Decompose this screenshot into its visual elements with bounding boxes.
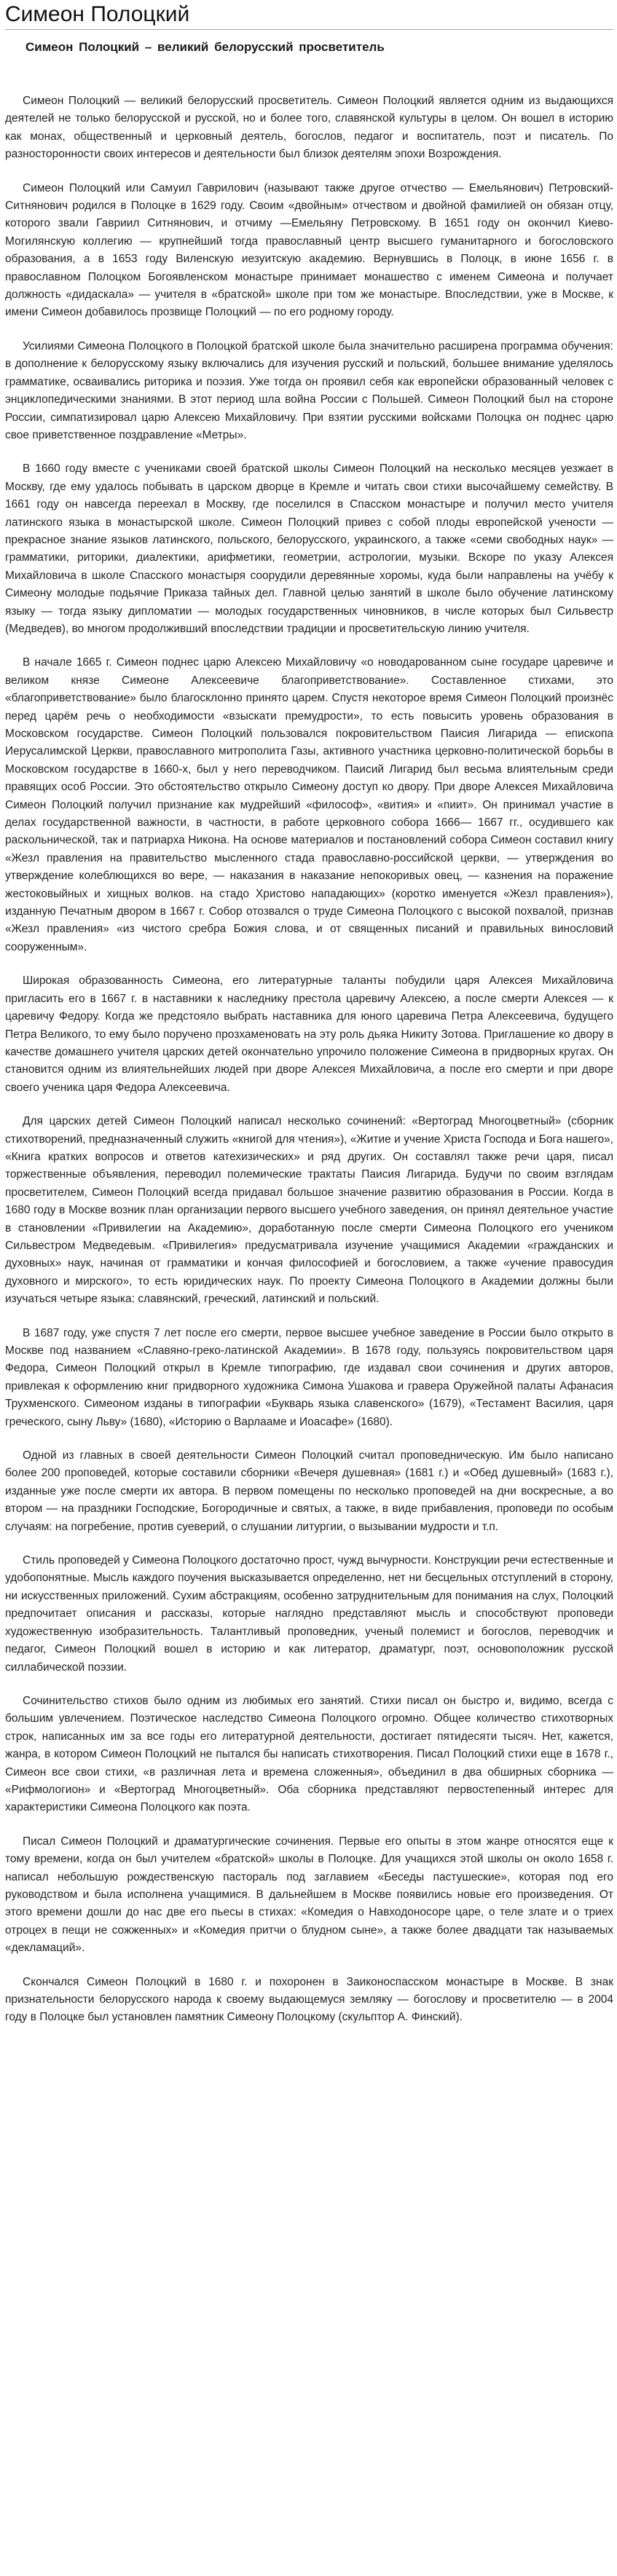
paragraph-poetry: Сочинительство стихов было одним из любимых его занятий. Стихи писал он быстро и, видимо, всегда с большим увлечением. Поэтическое наследство Симеона Полоцкого огромно. Общее количество стихотворных строк, написанных им за все годы его литературной деятельности, достигает пятидесяти тысяч. Нет, кажется, жанра, в котором Симеон Полоцкий не пытался бы написать стихотворения. Писал Полоцкий стихи еще в 1678 г., Симеон все свои стихи, «в различная лета и времена сложенныя», объединил в два обширных сборника — «Рифмологион» и «Вертоград Многоцветный». Оба сборника представляют первостепенный интерес для характеристики Симеона Полоцкого как поэта. [5, 1694, 613, 1814]
paragraph-sermon-style: Стиль проповедей у Симеона Полоцкого достаточно прост, чужд вычурности. Конструкции речи естественные и удобопонятные. Мысль каждого поучения высказывается определенно, нет ни бесцельных отступлений в сторону, ни искусственных приложений. Сухим абстракциям, особенно затруднительным для понимания на слух, Полоцкий предпочитает описания и рассказы, которые наглядно представляют мысль и способствуют проповеди художественную изобразительность. Талантливый проповедник, ученый полемист и богослов, переводчик и педагог, Симеон Полоцкий вошел в историю и как литератор, драматург, поэт, основоположник русской силлабической поэзии. [5, 1554, 613, 1674]
article-body [5, 92, 613, 2027]
paragraph-polotsk-school: Усилиями Симеона Полоцкого в Полоцкой братской школе была значительно расширена программа обучения: в дополнение к белорусскому языку включались для изучения русский и польский, большее внимание уделялось грамматике, осваивались риторика и поэзия. Уже тогда он проявил себя как европейски образованный человек с энциклопедическими знаниями. В этот период шла война России с Польшей. Симеон Полоцкий был на стороне России, симпатизировал царю Алексею Михайловичу. При взятии русскими войсками Полоцка он поднес царю свое приветственное поздравление «Метры». [5, 339, 613, 441]
paragraph-writings-for-children: Для царских детей Симеон Полоцкий написал несколько сочинений: «Вертоград Многоцветный» (сборник стихотворений, предназначенный служить «книгой для чтения»), «Житие и учение Христа Господа и Бога нашего», «Книга кратких вопросов и ответов катехизических» и ряд других. Он составлял также речи царя, писал торжественные объявления, переводил полемические трактаты Паисия Лигарида. Будучи по своим взглядам просветителем, Симеон Полоцкий всегда придавал большое значение развитию образования в России. Когда в 1680 году в Москве возник план организации первого высшего учебного заведения, он принял деятельное участие в становлении «Привилегии на Академию», доработанную после смерти Симеона Полоцкого его учеником Сильвестром Медведевым. «Привилегия» предусматривала изучение учащимися Академии «гражданских и духовных» наук, начиная от грамматики и кончая философией и богословием, а также «учение правосудия духовного и мирского», то есть юридических наук. По проекту Симеона Полоцкого в Академии должны были изучаться четыре языка: славянский, греческий, латинский и польский. [5, 1115, 613, 1306]
paragraph-biography: Симеон Полоцкий или Самуил Гаврилович (называют также другое отчество — Емельянович) Петровский-Ситнянович родился в Полоцке в 1629 году. Своим «двойным» отчеством и двойной фамилией он обязан отцу, которого звали Гавриил Ситнянович, и отчиму —Емельяну Петровскому. В 1651 году он окончил Киево-Могилянскую коллегию — крупнейший тогда православный центр высшего гуманитарного и богословского образования, а в 1653 году Виленскую иезуитскую академию. Вернувшись в Полоцк, в июне 1656 г. в православном Полоцком Богоявленском монастыре принимает монашество с именем Симеона и получает должность «дидаскала» — учителя в «братской» школе при том же монастыре. Впоследствии, уже в Москве, к имени Симеон добавилось прозвище Полоцкий — по его родному городу. [5, 181, 613, 319]
paragraph-intro: Симеон Полоцкий — великий белорусский просветитель. Симеон Полоцкий является одним из выдающихся деятелей не только белорусской и русской, но и более того, славянской культуры в целом. Он вошел в историю как монах, общественный и церковный деятель, богослов, педагог и воспитатель, поэт и писатель. По разносторонности своих интересов и деятельности был близок деятелям эпохи Возрождения. [5, 95, 613, 161]
paragraph-death-memorial: Скончался Симеон Полоцкий в 1680 г. и похоронен в Заиконоспасском монастыре в Москве. В знак признательности белорусского народа к своему выдающемуся земляку — богослову и просветителю — в 2004 году в Полоцке был установлен памятник Симеону Полоцкому (скульптор А. Финский). [5, 1975, 613, 2024]
paragraph-sermons: Одной из главных в своей деятельности Симеон Полоцкий считал проповедническую. Им было написано более 200 проповедей, которые составили сборники «Вечеря душевная» (1681 г.) и «Обед душевный» (1683 г.), изданные уже после смерти их автора. В первом помещены по несколько проповедей на дни воскресные, а во втором — на праздники Господские, Богородичные и святых, а также, в виде прибавления, проповеди по особым случаям: на погребение, против суеверий, о слушании литургии, о вызывании мудрости и т.п. [5, 1449, 613, 1533]
paragraph-royal-tutor: Широкая образованность Симеона, его литературные таланты побудили царя Алексея Михайловича пригласить его в 1667 г. в наставники к наследнику престола царевичу Алексею, а после смерти Алексея — к царевичу Федору. Когда же предстояло выбрать наставника для юного царевича Петра Алексеевича, будущего Петра Великого, то ему было поручено прозхаменовать на эту роль дьяка Никиту Зотова. Приглашение ко двору в качестве домашнего учителя царских детей окончательно упрочило положение Симеона в придворных кругах. Он становится одним из влиятельнейших людей при дворе Алексея Михайловича, а после его смерти и при дворе своего ученика царя Федора Алексеевича. [5, 974, 613, 1094]
paragraph-academy-printing: В 1687 году, уже спустя 7 лет после его смерти, первое высшее учебное заведение в России было открыто в Москве под названием «Славяно-греко-латинской Академии». В 1678 году, пользуясь покровительством царя Федора, Симеон Полоцкий открыл в Кремле типографию, где издавал свои сочинения и других авторов, привлекая к оформлению книг придворного художника Симона Ушакова и гравера Оружейной палаты Афанасия Трухменского. Симеоном изданы в типографии «Букварь языка славенского» (1679), «Тестамент Василия, царя греческого, сыну Льву» (1680), «Историю о Варлааме и Иоасафе» (1680). [5, 1326, 613, 1428]
paragraph-court-activity: В начале 1665 г. Симеон поднес царю Алексею Михайловичу «о новодарованном сыне государе царевиче и великом князе Симеоне Алексеевиче благоприветствование». Составленное стихами, это «благоприветствование» было благосклонно принято царем. Спустя некоторое время Симеон Полоцкий произнёс перед царём речь о необходимости «взыскати премудрости», то есть повысить уровень образования в Московском государстве. Симеон Полоцкий пользовался покровительством Паисия Лигарида — епископа Иерусалимской Церкви, православного митрополита Газы, активного участника церковно-политической борьбы в Московском государстве в 1660-х, был у него переводчиком. Паисий Лигарид был весьма влиятельным среди правящих особ России. Это обстоятельство открыло Симеону доступ ко двору. При дворе Алексея Михайловича Симеон Полоцкий получил признание как мудрейший «философ», «вития» и «пиит». Он принимал участие в делах государственной важности, в частности, в работе церковного собора 1666— 1667 гг., осудившего как раскольнической, так и патриарха Никона. На основе материалов и постановлений собора Симеон составил книгу «Жезл правления на правительство мысленного стада православно-российской церкви, — утверждения во утверждение колеблющихся во вере, — наказания в наказание непокоривых овец, — казнения на поражение жестоковыйных и хищных волков. на стадо Христово нападающих» (коротко именуется «Жезл правления»), изданную Печатным двором в 1667 г. Собор отозвался о труде Симеона Полоцкого с высокой похвалой, признав «Жезл правления» «из чистого сребра Божия слова, и от священных писаний и правильных винословий сооруженным». [5, 656, 613, 953]
article-subtitle: Симеон Полоцкий – великий белорусский просветитель [25, 40, 385, 54]
paragraph-moscow-move: В 1660 году вместе с учениками своей братской школы Симеон Полоцкий на несколько месяцев уезжает в Москву, где ему удалось побывать в царском дворце в Кремле и читать свои стихи высочайшему семейству. В 1661 году он навсегда переехал в Москву, где поселился в Спасском монастыре и получил место учителя латинского языка в монастырской школе. Симеон Полоцкий привез с собой плоды европейской учености — прекрасное знание языков латинского, польского, белорусского, украинского, а также «семи свободных наук» — грамматики, риторики, диалектики, арифметики, геометрии, астрологии, музыки. Вскоре по указу Алексея Михайловича в школе Спасского монастыря соорудили деревянные хоромы, куда были направлены на учёбу к Симеону молодые подьячие Приказа тайных дел. Главной целью занятий в школе было обучение латинскому языку — тогда языку дипломатии — молодых государственных чиновников, в числе которых был Сильвестр (Медведев), во многом продолживший впоследствии традиции и просветительскую линию учителя. [5, 462, 613, 635]
paragraph-drama: Писал Симеон Полоцкий и драматургические сочинения. Первые его опыты в этом жанре относятся еще к тому времени, когда он был учителем «братской» школы в Полоцке. Для учащихся этой школы он около 1658 г. написал небольшую рождественскую пастораль под заглавием «Беседы пастушеские», которая под его руководством и была исполнена учащимися. В дальнейшем в Москве появились новые его произведения. От этого времени дошли до нас две его пьесы в стихах: «Комедия о Навходоносоре царе, о теле злате и о триех отроцех в пещи не сожженных» и «Комедия притчи о блудном сыне», а также более двадцати так называемых «декламаций». [5, 1835, 613, 1955]
page-title: Симеон Полоцкий [5, 1, 613, 30]
